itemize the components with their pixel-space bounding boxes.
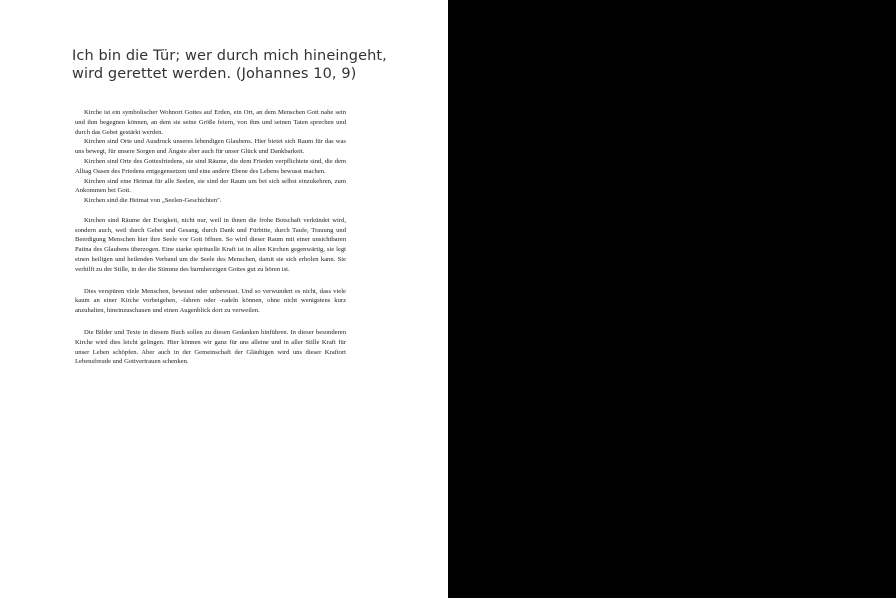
paragraph: Kirchen sind Orte des Gottesfriedens, sie sind Räume, die dem Frieden verpflichtete sind, die dem Alltag Oasen des Friedens entgegensetzen und eine andere Ebene des Lebens bewusst machen. — [75, 157, 346, 175]
black-background — [448, 0, 896, 598]
paragraph: Kirchen sind die Heimat von „Seelen-Geschichten". — [84, 197, 222, 205]
paragraph: Kirchen sind Räume der Ewigkeit, nicht nur, weil in ihnen die frohe Botschaft verkündet wird, sondern auch, weil durch Gebet und Gesang, durch Dank und Fürbitte, durch Taufe, Trauung und Beerdigung Menschen hier ihre Seele vor Gott öffnen. So wird dieser Raum mit einer unsichtbaren Patina des Glaubens überzogen. Eine starke spirituelle Kraft ist in allen Kirchen gegenwärtig, sie legt einen heiligen und heilenden Verband um die Seele des Menschen, damit sie sich erholen kann. Sie verhilft zu der Stille, in der die Stimme des barmherzigen Gottes gut zu hören ist. — [75, 216, 346, 273]
paragraph: Dies verspüren viele Menschen, bewusst oder unbewusst. Und so verwundert es nicht, dass viele kaum an einer Kirche vorbeigehen, -fahren oder -radeln können, ohne nicht wenigstens kurz anzuhalten, hineinzuschauen und einen Augenblick dort zu verweilen. — [75, 287, 346, 315]
paragraph: Kirchen sind Orte und Ausdruck unseres lebendigen Glaubens. Hier bietet sich Raum für das was uns bewegt, für unsere Sorgen und Ängste aber auch für unser Glück und Dankbarkeit. — [75, 138, 346, 156]
paragraph: Kirche ist ein symbolischer Wohnort Gottes auf Erden, ein Ort, an dem Menschen Gott nahe sein und ihm begegnen können, an dem sie seine Größe feiern, von ihm und seinen Taten sprechen und durch das Gebet gestärkt werden. — [75, 109, 346, 136]
title-line-1: Ich bin die Tür; wer durch mich hineingeht, — [72, 48, 387, 64]
title-line-2: wird gerettet werden. (Johannes 10, 9) — [72, 66, 357, 82]
paragraph: Kirchen sind eine Heimat für alle Seelen, sie sind der Raum um bei sich selbst einzukehren, zum Ankommen bei Gott. — [75, 177, 346, 195]
page-title — [72, 47, 387, 83]
body-text — [75, 108, 346, 367]
paragraph: Die Bilder und Texte in diesem Buch sollen zu diesen Gedanken hinführen. In dieser besonderen Kirche wird dies leicht gelingen. Hier können wir ganz für uns alleine und in aller Stille Kraft für unser Leben schöpfen. Aber auch in der Gemeinschaft der Gläubigen wird uns dieser Kraftort Lebensfreude und Gottvertrauen schenken. — [75, 328, 346, 366]
